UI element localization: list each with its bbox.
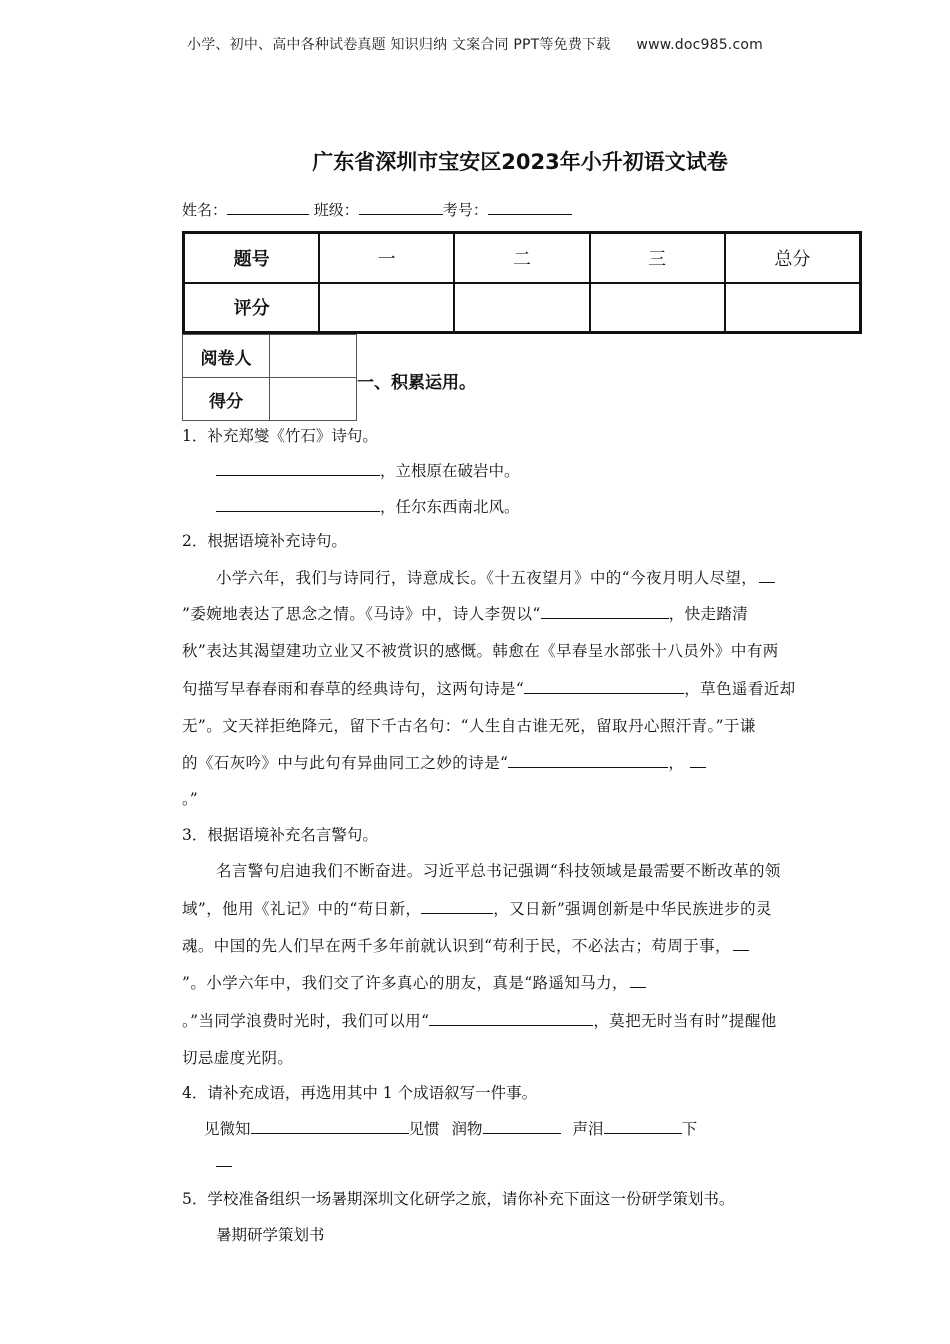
answer-blank[interactable] xyxy=(524,679,684,694)
score-header-cell: 三 xyxy=(590,233,725,283)
question-2-line-3: 秋”表达其渴望建功立业又不被赏识的感慨。韩愈在《早春呈水部张十八员外》中有两 xyxy=(182,642,779,660)
answer-blank[interactable] xyxy=(251,1119,409,1134)
answer-blank[interactable] xyxy=(733,936,749,951)
exam-no-label: 考号： xyxy=(442,201,488,219)
paragraph-text: ”委婉地表达了思念之情。《马诗》中，诗人李贺以“ xyxy=(182,605,541,623)
paragraph-text: 域”，他用《礼记》中的“苟日新， xyxy=(182,900,422,918)
paragraph-text: ，又日新”强调创新是中华民族进步的灵 xyxy=(493,900,772,918)
answer-blank[interactable] xyxy=(483,1119,561,1134)
question-4-writing-line xyxy=(216,1152,232,1171)
paragraph-text: ，草色遥看近却 xyxy=(684,680,796,698)
page-header-banner xyxy=(0,34,950,54)
idiom-text: 下 xyxy=(681,1120,698,1138)
question-4-idioms xyxy=(204,1117,697,1139)
answer-blank[interactable] xyxy=(604,1119,682,1134)
score-header-cell: 总分 xyxy=(725,233,860,283)
question-3-line-5 xyxy=(182,1009,777,1031)
score-cell[interactable] xyxy=(454,283,589,333)
exam-no-blank[interactable] xyxy=(488,200,572,215)
score-cell[interactable] xyxy=(590,283,725,333)
header-banner-text: 小学、初中、高中各种试卷真题 知识归纳 文案合同 PPT等免费下载 xyxy=(187,37,611,53)
question-1-line-2 xyxy=(216,495,520,517)
paragraph-text: ，莫把无时当有时”提醒他 xyxy=(593,1012,777,1030)
question-2-line-6 xyxy=(182,751,706,773)
paragraph-text: 句描写早春春雨和春草的经典诗句，这两句诗是“ xyxy=(182,680,525,698)
paragraph-text: 。”当同学浪费时光时，我们可以用“ xyxy=(182,1012,430,1030)
question-5-prompt: 5．学校准备组织一场暑期深圳文化研学之旅，请你补充下面这一份研学策划书。 xyxy=(182,1190,735,1208)
paragraph-text: ，快走踏清 xyxy=(668,605,749,623)
grader-score-cell[interactable] xyxy=(270,378,357,421)
grader-box xyxy=(182,334,357,421)
poem-text: ，立根原在破岩中。 xyxy=(380,462,520,480)
section-heading: 一、积累运用。 xyxy=(357,373,476,393)
question-2-line-4 xyxy=(182,677,796,699)
answer-blank[interactable] xyxy=(216,1152,232,1167)
idiom-text: 声泪 xyxy=(572,1120,604,1138)
question-3-line-6: 切忌虚度光阴。 xyxy=(182,1049,294,1067)
question-3-line-2 xyxy=(182,897,772,919)
answer-blank[interactable] xyxy=(216,497,380,512)
score-header-cell: 题号 xyxy=(184,233,319,283)
name-label: 姓名： xyxy=(182,201,228,219)
class-blank[interactable] xyxy=(359,200,443,215)
question-2-line-7: 。” xyxy=(182,790,198,808)
paragraph-text: ”。小学六年中，我们交了许多真心的朋友，真是“路遥知马力， xyxy=(182,974,628,992)
paragraph-text: 的《石灰吟》中与此句有异曲同工之妙的诗是“ xyxy=(182,754,509,772)
reviewer-label: 阅卷人 xyxy=(183,335,270,378)
answer-blank[interactable] xyxy=(541,604,669,619)
exam-title: 广东省深圳市宝安区2023年小升初语文试卷 xyxy=(312,150,728,174)
question-2-line-5: 无”。文天祥拒绝降元，留下千古名句：“人生自古谁无死，留取丹心照汗青。”于谦 xyxy=(182,717,756,735)
student-info-line xyxy=(182,199,572,220)
score-header-cell: 一 xyxy=(319,233,454,283)
paragraph-text: 魂。中国的先人们早在两千多年前就认识到“苟利于民，不必法古；苟周于事， xyxy=(182,937,731,955)
question-5-subtitle: 暑期研学策划书 xyxy=(216,1226,325,1244)
class-label: 班级： xyxy=(313,201,359,219)
question-2-line-1 xyxy=(216,566,775,588)
score-row-label: 评分 xyxy=(184,283,319,333)
answer-blank[interactable] xyxy=(759,568,775,583)
answer-blank[interactable] xyxy=(630,973,646,988)
question-1-prompt: 1．补充郑燮《竹石》诗句。 xyxy=(182,427,378,445)
score-cell[interactable] xyxy=(725,283,860,333)
score-cell[interactable] xyxy=(319,283,454,333)
score-table-row xyxy=(184,283,860,333)
question-3-line-1: 名言警句启迪我们不断奋进。习近平总书记强调“科技领域是最需要不断改革的领 xyxy=(216,862,781,880)
idiom-text: 润物 xyxy=(451,1120,483,1138)
answer-blank[interactable] xyxy=(216,461,380,476)
question-2-prompt: 2．根据语境补充诗句。 xyxy=(182,532,347,550)
score-table-header-row xyxy=(184,233,860,283)
answer-blank[interactable] xyxy=(508,753,668,768)
question-1-line-1 xyxy=(216,459,520,481)
question-3-line-3 xyxy=(182,934,749,956)
question-2-line-2 xyxy=(182,602,748,624)
header-url: www.doc985.com xyxy=(636,37,763,53)
name-blank[interactable] xyxy=(227,200,309,215)
question-4-prompt: 4．请补充成语，再选用其中 1 个成语叙写一件事。 xyxy=(182,1084,538,1102)
poem-text: ，任尔东西南北风。 xyxy=(380,498,520,516)
idiom-text: 见微知 xyxy=(204,1120,251,1138)
paragraph-text: 小学六年，我们与诗同行，诗意成长。《十五夜望月》中的“今夜月明人尽望， xyxy=(216,569,758,587)
grader-score-label: 得分 xyxy=(183,378,270,421)
score-table xyxy=(182,231,862,334)
reviewer-cell[interactable] xyxy=(270,335,357,378)
answer-blank[interactable] xyxy=(421,899,493,914)
answer-blank[interactable] xyxy=(690,753,706,768)
question-3-line-4 xyxy=(182,971,646,993)
answer-blank[interactable] xyxy=(429,1011,593,1026)
idiom-text: 见惯 xyxy=(408,1120,440,1138)
question-3-prompt: 3．根据语境补充名言警句。 xyxy=(182,826,378,844)
paragraph-text: ， xyxy=(668,754,685,772)
score-header-cell: 二 xyxy=(454,233,589,283)
